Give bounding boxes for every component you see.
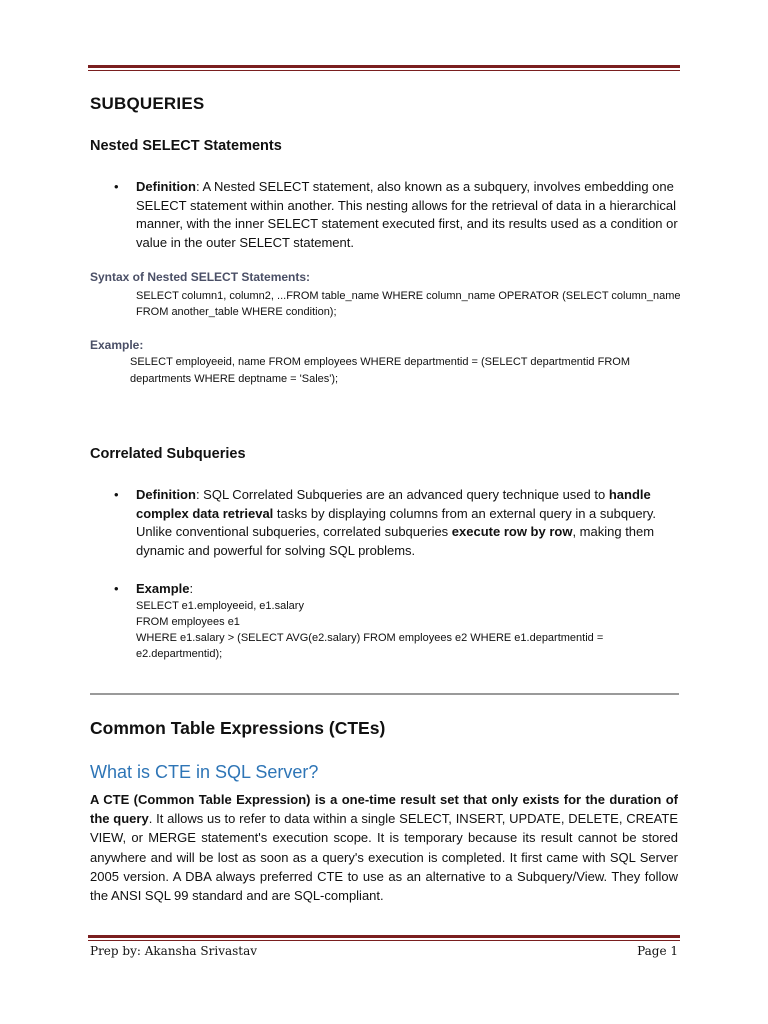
syntax-title: Syntax of Nested SELECT Statements: bbox=[90, 270, 311, 284]
bullet-icon: • bbox=[114, 487, 119, 502]
code-line: FROM employees e1 bbox=[136, 616, 240, 628]
footer-rule bbox=[88, 935, 680, 942]
syntax-line-2: FROM another_table WHERE condition); bbox=[136, 306, 337, 318]
definition-text: , making them dynamic and powerful for solving SQL problems. bbox=[136, 524, 655, 559]
example-colon: : bbox=[189, 581, 194, 596]
code-line: SELECT e1.employeeid, e1.salary bbox=[136, 600, 304, 612]
code-line: e2.departmentid); bbox=[136, 648, 223, 660]
header-rule bbox=[88, 65, 680, 72]
definition-text: tasks by displaying columns from an external query in a subquery. Unlike conventional subqueries, correlated subqueries bbox=[136, 505, 657, 540]
definition-label: Definition bbox=[136, 487, 196, 502]
cte-subheading: What is CTE in SQL Server? bbox=[90, 762, 319, 782]
cte-paragraph bbox=[90, 790, 678, 905]
definition-label: Definition bbox=[136, 179, 196, 194]
code-line: WHERE e1.salary > (SELECT AVG(e2.salary) FROM employees e2 WHERE e1.departmentid = bbox=[136, 632, 604, 644]
example-title: Example: bbox=[90, 338, 144, 352]
footer-author: Prep by: Akansha Srivastav bbox=[90, 944, 258, 958]
definition-text: : SQL Correlated Subqueries are an advanced query technique used to bbox=[195, 487, 609, 502]
section-heading-correlated: Correlated Subqueries bbox=[90, 446, 246, 462]
nested-definition bbox=[114, 178, 681, 253]
footer-page-number: Page 1 bbox=[637, 944, 678, 958]
definition-text: : A Nested SELECT statement, also known as a subquery, involves embedding one SELECT statement within another. This nesting allows for the retrieval of data in a hierarchical manner, with the inner SELECT statement executed first, and its results used as a condition or value in the outer SELECT statement. bbox=[136, 179, 678, 251]
section-heading-nested: Nested SELECT Statements bbox=[90, 138, 282, 154]
bullet-icon: • bbox=[114, 179, 119, 194]
correlated-example-label bbox=[114, 580, 194, 599]
cte-intro-bold: A CTE (Common Table Expression) is a one-time result set that only exists for the duration of the query bbox=[90, 792, 678, 827]
page-title: SUBQUERIES bbox=[90, 94, 205, 113]
definition-emphasis: handle complex data retrieval bbox=[136, 487, 651, 521]
example-line-2: departments WHERE deptname = 'Sales'); bbox=[130, 373, 339, 385]
cte-body-text: . It allows us to refer to data within a single SELECT, INSERT, UPDATE, DELETE, CREATE VIEW, or MERGE statement's execution scope. It is temporary because its result cannot be stored anywhere and will be lost as soon as a query's execution is completed. It first came with SQL Server 2005 version. A DBA always preferred CTE to use as an alternative to a Subquery/View. They follow the ANSI SQL 99 standard and are SQL-compliant. bbox=[90, 811, 678, 904]
correlated-definition bbox=[114, 486, 681, 561]
example-label: Example bbox=[136, 581, 190, 596]
bullet-icon: • bbox=[114, 581, 119, 596]
syntax-line-1: SELECT column1, column2, ...FROM table_name WHERE column_name OPERATOR (SELECT column_name bbox=[136, 290, 681, 302]
section-heading-cte: Common Table Expressions (CTEs) bbox=[90, 718, 386, 738]
example-line-1: SELECT employeeid, name FROM employees WHERE departmentid = (SELECT departmentid FROM bbox=[130, 356, 630, 368]
definition-emphasis: execute row by row bbox=[451, 524, 573, 540]
section-divider bbox=[90, 693, 679, 695]
